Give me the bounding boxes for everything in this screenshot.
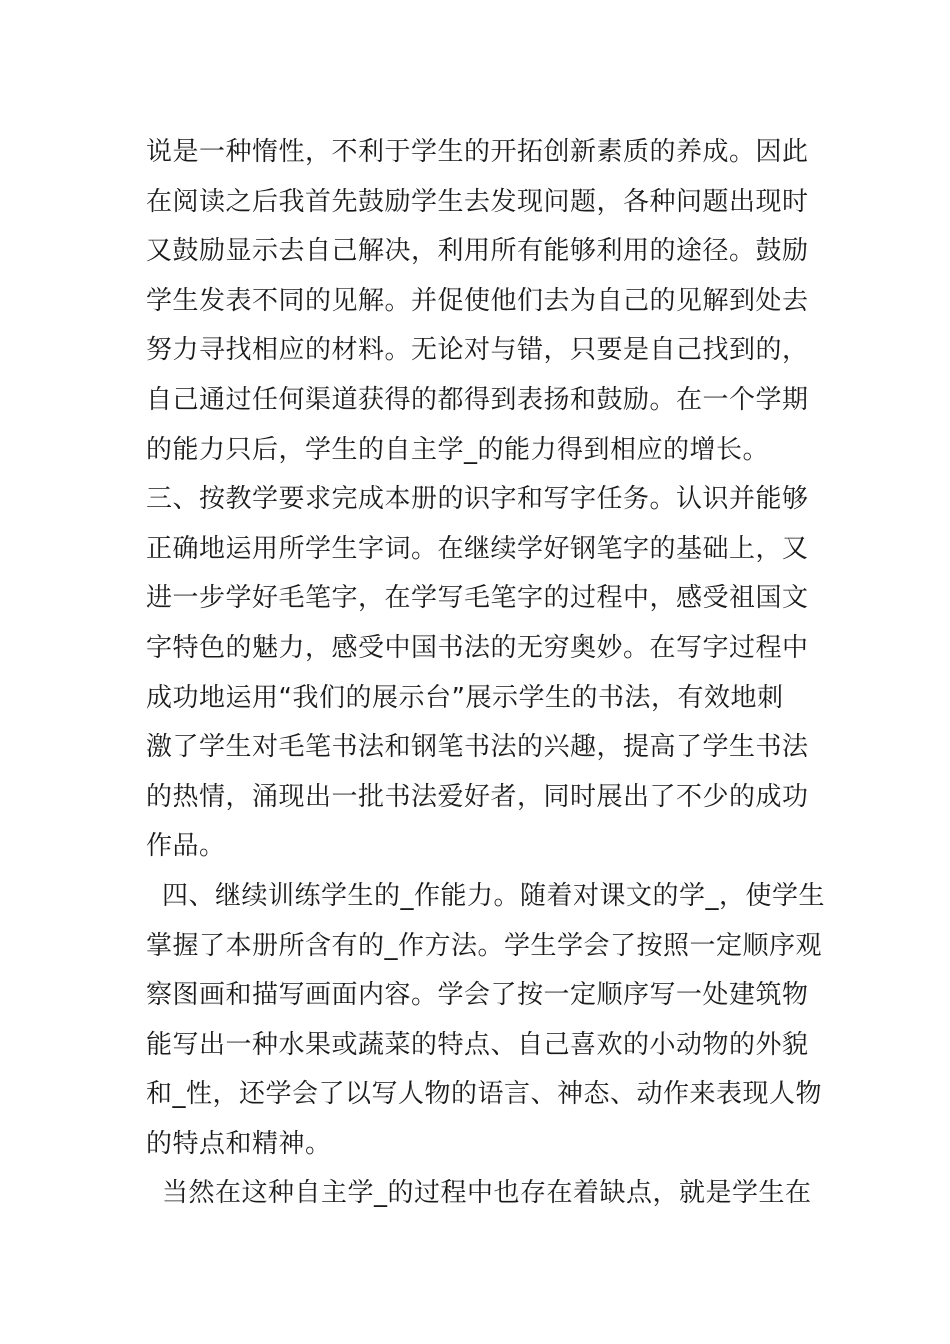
text-line: 掌握了本册所含有的_作方法。学生学会了按照一定顺序观	[146, 930, 823, 961]
text-line: 又鼓励显示去自己解决，利用所有能够利用的途径。鼓励	[146, 236, 809, 267]
section-three-heading-line: 三、按教学要求完成本册的识字和写字任务。认识并能够	[146, 484, 809, 515]
text-line: 进一步学好毛笔字，在学写毛笔字的过程中，感受祖国文	[146, 583, 809, 614]
section-four-heading-line: 四、继续训练学生的_作能力。随着对课文的学_，使学生	[162, 880, 826, 911]
text-line: 说是一种惰性，不利于学生的开拓创新素质的养成。因此	[146, 137, 809, 167]
text-line: 当然在这种自主学_的过程中也存在着缺点，就是学生在	[162, 1178, 812, 1209]
text-line: 学生发表不同的见解。并促使他们去为自己的见解到处去	[146, 285, 809, 316]
text-line: 的热情，涌现出一批书法爱好者，同时展出了不少的成功	[146, 781, 809, 812]
text-line: 字特色的魅力，感受中国书法的无穷奥妙。在写字过程中	[146, 632, 809, 663]
text-line: 能写出一种水果或蔬菜的特点、自己喜欢的小动物的外貌	[146, 1029, 809, 1060]
text-line: 在阅读之后我首先鼓励学生去发现问题，各种问题出现时	[146, 186, 809, 217]
text-line: 努力寻找相应的材料。无论对与错，只要是自己找到的，	[146, 335, 809, 366]
text-line: 成功地运用“我们的展示台”展示学生的书法，有效地刺	[146, 682, 784, 713]
text-line: 的特点和精神。	[146, 1128, 332, 1159]
text-line: 的能力只后，学生的自主学_的能力得到相应的增长。	[146, 434, 770, 465]
text-line: 自己通过任何渠道获得的都得到表扬和鼓励。在一个学期	[146, 384, 809, 415]
text-line: 和_性，还学会了以写人物的语言、神态、动作来表现人物	[146, 1079, 823, 1110]
text-line: 作品。	[146, 831, 226, 862]
document-body	[146, 128, 826, 1219]
text-line: 正确地运用所学生字词。在继续学好钢笔字的基础上，又	[146, 533, 809, 564]
text-line: 激了学生对毛笔书法和钢笔书法的兴趣，提高了学生书法	[146, 732, 809, 763]
text-line: 察图画和描写画面内容。学会了按一定顺序写一处建筑物	[146, 980, 809, 1011]
